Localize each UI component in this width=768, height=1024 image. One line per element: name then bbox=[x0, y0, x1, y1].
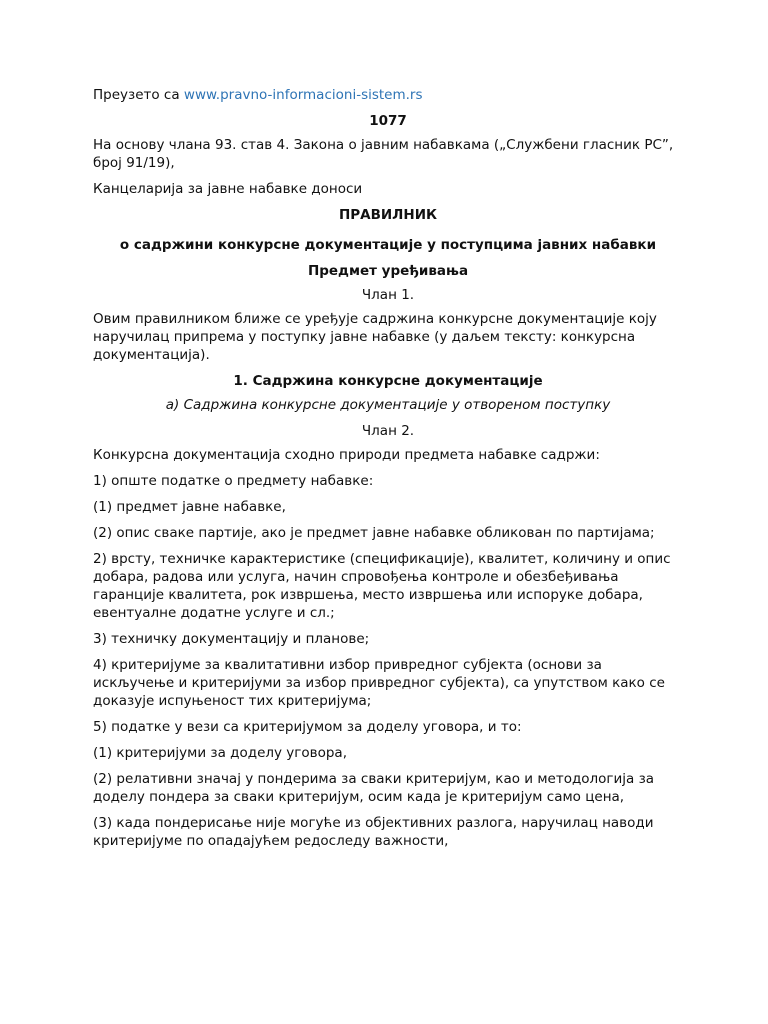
document-page bbox=[93, 86, 683, 858]
legal-basis: На основу члана 93. став 4. Закона о јавним набавкама („Службени гласник РС”, број 91/19), bbox=[93, 137, 674, 171]
article-2-item: (1) предмет јавне набавке, bbox=[93, 499, 286, 515]
document-title: ПРАВИЛНИК bbox=[338, 207, 438, 223]
article-2-item: 2) врсту, техничке карактеристике (спецификације), квалитет, количину и опис добара, радова или услуга, начин спровођења контроле и обезбеђивања гаранције квалитета, рок извршења, место извршења или испоруке добара, евентуалне додатне услуге и сл.; bbox=[93, 551, 671, 621]
article-2-item: (3) када пондерисање није могуће из објективних разлога, наручилац наводи критеријуме по опадајућем редоследу важности, bbox=[93, 815, 654, 849]
issuer-line: Канцеларија за јавне набавке доноси bbox=[93, 181, 363, 197]
source-line bbox=[93, 86, 683, 104]
article-2-item: (2) опис сваке партије, ако је предмет јавне набавке обликован по партијама; bbox=[93, 525, 655, 541]
chapter-1a-heading: а) Садржина конкурсне документације у отвореном поступку bbox=[165, 397, 611, 413]
article-2-item: (2) релативни значај у пондерима за сваки критеријум, као и методологија за доделу пондера за сваки критеријум, осим када је критеријум само цена, bbox=[93, 771, 655, 805]
article-2-intro: Конкурсна документација сходно природи предмета набавке садржи: bbox=[93, 447, 600, 463]
source-prefix: Преузето са bbox=[93, 87, 184, 103]
article-2-item: 4) критеријуме за квалитативни избор привредног субјекта (основи за искључење и критеријуми за избор привредног субјекта), са упутством како се доказује испуњеност тих критеријума; bbox=[93, 657, 665, 709]
document-subtitle: о садржини конкурсне документације у поступцима јавних набавки bbox=[119, 237, 657, 253]
section-heading-subject: Предмет уређивања bbox=[307, 263, 469, 279]
article-2-item: (1) критеријуми за доделу уговора, bbox=[93, 745, 347, 761]
article-2-item: 5) податке у вези са критеријумом за доделу уговора, и то: bbox=[93, 719, 522, 735]
chapter-1-heading: 1. Садржина конкурсне документације bbox=[233, 373, 543, 389]
article-1-text: Овим правилником ближе се уређује садржина конкурсне документације коју наручилац припрема у поступку јавне набавке (у даљем тексту: конкурсна документација). bbox=[93, 311, 657, 363]
article-1-label: Члан 1. bbox=[361, 287, 415, 303]
article-2-item: 3) техничку документацију и планове; bbox=[93, 631, 370, 647]
article-2-item: 1) опште податке о предмету набавке: bbox=[93, 473, 374, 489]
source-link[interactable]: www.pravno-informacioni-sistem.rs bbox=[183, 87, 423, 103]
document-number: 1077 bbox=[369, 113, 407, 129]
article-2-label: Члан 2. bbox=[361, 423, 415, 439]
